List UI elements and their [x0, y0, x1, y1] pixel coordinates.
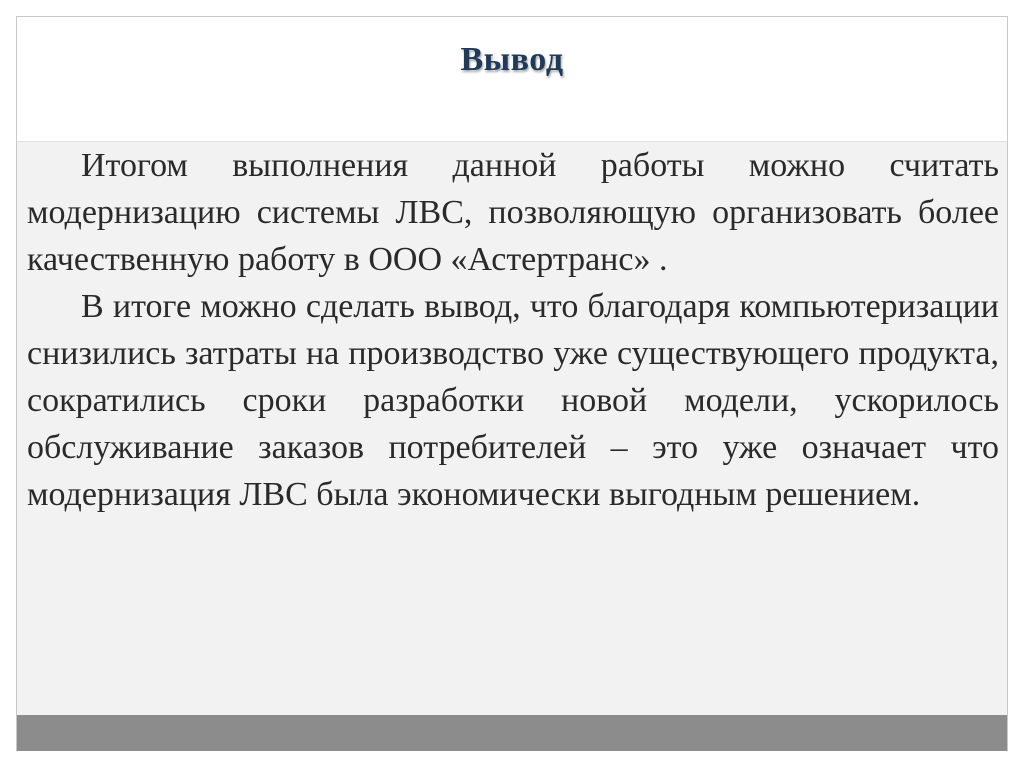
title-area	[17, 17, 1007, 141]
paragraph-1: Итогом выполнения данной работы можно считать модернизацию системы ЛВС, позволяющую организовать более качественную работу в ООО «Астертранс» .	[27, 147, 999, 278]
body-text	[27, 142, 999, 518]
body-area	[17, 142, 1007, 715]
paragraph-2: В итоге можно сделать вывод, что благодаря компьютеризации снизились затраты на производство уже существующего продукта, сократились сроки разработки новой модели, ускорилось обслуживание заказов потребителей – это уже означает что модернизация ЛВС была экономически выгодным решением.	[27, 288, 999, 513]
bottom-bar	[17, 715, 1007, 751]
slide-title: Вывод	[460, 41, 564, 78]
